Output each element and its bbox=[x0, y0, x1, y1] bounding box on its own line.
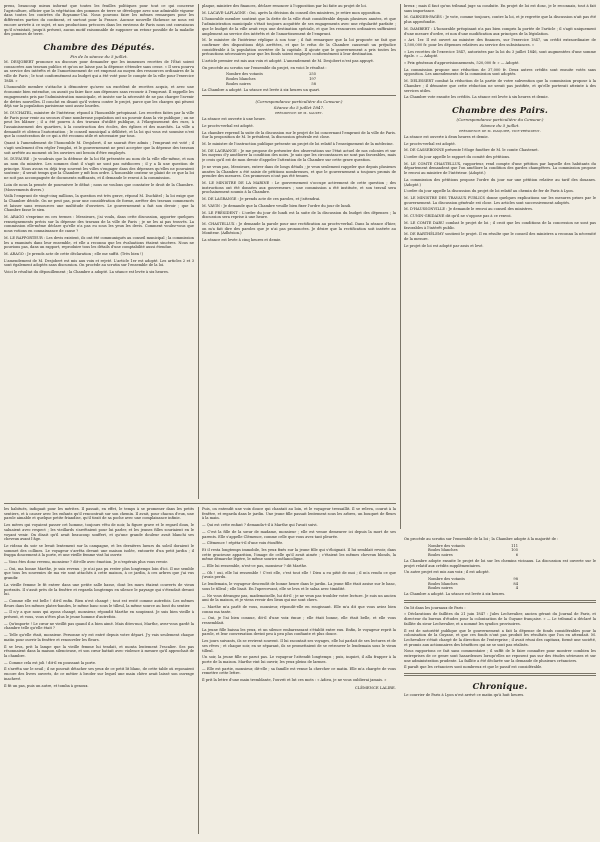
section-title-deputes: Chambre des Députés. bbox=[43, 42, 155, 53]
column-rule bbox=[198, 507, 199, 834]
paragraph: Je ne veux pas, Messieurs, entrer dans de longs détails ; je veux seulement rappeler que depuis plusieurs années la Chambre a été saisie de pétitions nombreuses, et que le gouvernement a toujours promis de prendre des mesures. Ces promesses n'ont pas été tenues. bbox=[202, 164, 396, 179]
paragraph: M. le ministre de l'intérieur réplique à son tour ; il fait remarquer que la loi proposée ne fait que confirmer des dispositions déjà arrêtées, et que le refus de la Chambre causerait un préjudice considérable à la population ouvrière de la capitale. Il ajoute que le gouvernement a pris toutes les précautions nécessaires pour que les fonds soient employés conformément à leur destination. bbox=[202, 38, 396, 57]
paragraph: M. DAMBERT : L'honorable préopinant n'a pas bien compris la portée de l'article ; il s'agit uniquement d'une mesure d'ordre, et non d'une modification aux principes de la législation. bbox=[404, 26, 596, 36]
paragraph: M. LE MINISTRE DES TRAVAUX PUBLICS donne quelques explications sur les mesures prises par le gouvernement. La discussion générale est close. Les articles sont successivement adoptés. bbox=[404, 195, 596, 205]
column-rule bbox=[198, 4, 199, 499]
paragraph: Il se leva, prit la lampe que la vieille femme lui tendait, et monta lentement l'escalier. Ses pas résonnaient dans la maison silencieuse, et son cœur battait avec violence à mesure qu'il approchait de la chambre. bbox=[4, 644, 194, 658]
presidency: présidence de m. sauzet. bbox=[275, 111, 323, 116]
paragraph: Puis, on entendit une voix douce qui chantait au loin, et le voyageur tressaillit. Il se releva, courut à la fenêtre, et regarda dans le jardin. Une jeune fille passait lentement sous les arbres, un bouquet de fleurs à la main. bbox=[202, 507, 396, 521]
vote-result-list bbox=[428, 544, 596, 558]
vote-row: Boules blanches 105 bbox=[428, 548, 518, 553]
paragraph: Le lendemain, le voyageur descendit de bonne heure dans le jardin. La jeune fille était assise sur le banc, sous le tilleul ; elle lisait. En l'apercevant, elle se leva et le salua avec timidité. bbox=[202, 582, 396, 591]
paragraph: Il prit la lettre d'une main tremblante, l'ouvrit et lut ces mots : « Adieu, je ne vous oublierai jamais. » bbox=[202, 678, 387, 683]
paragraph: M. DUFAURE : Je voudrais que la défense de la loi fût présentée au nom de la ville elle-même, et non au nom du ministre. Les sommes dont il s'agit ne sont pas médiocres ; il y a là une question de principe. Nous avons vu déjà trop souvent les villes s'engager dans des dépenses qu'elles ne pouvaient soutenir ; il serait temps que la Chambre y mît bon ordre. L'honorable orateur se plaint de ce que la loi ne soit pas accompagnée de documents suffisants, et il demande le renvoi à la commission. bbox=[4, 157, 194, 181]
paragraph: — Comme cela est joli ! dit-il en poussant la porte. bbox=[4, 660, 97, 665]
paragraph: M. CUNIN-GRIDAINE dit qu'il ne s'oppose pas à ce renvoi. bbox=[404, 214, 512, 219]
vote-row: Boules noires 58 bbox=[226, 81, 316, 86]
paragraph: Le projet de loi est adopté par assis et levé. bbox=[404, 243, 484, 248]
paragraph: La Chambre vote ensuite les crédits. La séance est levée à six heures et demie. bbox=[404, 95, 549, 100]
section-date: Fin de la séance du 5 juillet. bbox=[70, 53, 128, 59]
vote-row: Boules blanches 197 bbox=[226, 77, 316, 82]
paragraph: La jeune fille baissa les yeux, et un silence embarrassant s'établit entre eux. Enfin, le voyageur reprit la parole, et leur conversation devint peu à peu plus confiante et plus douce. bbox=[202, 627, 396, 637]
paragraph: La commission des pétitions propose l'ordre du jour sur une pétition relative au tarif des douanes. (Adopté.) bbox=[404, 177, 596, 187]
paragraph: L'honorable membre soutient que la dette de la ville était considérable depuis plusieurs années, et que l'administration municipale s'était toujours acquittée de ses engagements avec une régularité parfaite ; que le budget de la ville avait reçu une destination spéciale, et que les ressources ordinaires suffiraient amplement au service des intérêts et de l'amortissement de l'emprunt. bbox=[202, 17, 396, 36]
paragraph: L'article premier est mis aux voix et adopté. L'amendement de M. Desjobert n'est pas appuyé. bbox=[202, 59, 374, 64]
paragraph: La séance est ouverte à une heure. bbox=[202, 117, 266, 122]
paragraph: — Oui, ma bonne Marthe, je suis revenu ; je n'ai pas pu rester plus longtemps loin d'ici. Il me semble que tous les souvenirs de ma vie sont attachés à cette maison, à ce jardin, à ces arbres que j'ai vus grandir. bbox=[4, 566, 194, 581]
section-date: Séance du 5 juillet. bbox=[480, 122, 520, 128]
newspaper-page bbox=[4, 4, 596, 834]
paragraph: M. LE PRÉSIDENT : L'ordre du jour de lundi est la suite de la discussion du budget des dépenses ; la discussion sera reprise à une heure. bbox=[202, 210, 396, 220]
paragraph: M. LE COMTE DARU combat le projet de loi ; il croit que les conditions de la concession ne sont pas favorables à l'intérêt public. bbox=[404, 220, 596, 230]
paragraph: M. DE CASSEBONNE présente l'éloge funèbre de M. le comte Chastenet. bbox=[404, 148, 539, 153]
paragraph: — Oui, je l'ai bien connue, dit-il d'une voix émue ; elle était bonne, elle était belle, et elle vous ressemblait. bbox=[202, 616, 396, 626]
paragraph: Un autre projet est mis aux voix ; il est adopté. bbox=[404, 570, 490, 575]
paragraph: M. LE MINISTRE DE LA MARINE : Le gouvernement s'occupe activement de cette question ; des instructions ont été données aux gouverneurs ; une commission a été instituée, et son travail sera prochainement soumis à la Chambre. bbox=[202, 180, 396, 195]
paragraph: M. ARAGO s'exprime en ces termes : Messieurs, j'ai voulu, dans cette discussion, apporter quelques renseignements précis sur la dépense des travaux de la ville de Paris ; je ne les ai pas trouvés. La commission elle-même déclare qu'elle n'a pas eu sous les yeux les devis. Comment voulez-vous que nous votions en connaissance de cause ? bbox=[4, 215, 194, 234]
paragraph: M. DE LAGRANGE : Je me propose de présenter des observations sur l'état actuel de nos colonies et sur les moyens d'y améliorer la condition des noirs. Je sais que les circonstances ne sont pas favorables, mais je crois qu'il est de mon devoir d'appeler l'attention de la Chambre sur cette grave question. bbox=[202, 148, 396, 163]
paragraph: « Déclarations de faillites du 21 juin 1847 : Jules Lechevalier, ancien gérant du Journal de Paris, et directeur du bureau d'études pour la colonisation de la Guyane française. » — Le tribunal a déclaré la faillite du sieur Lechevalier, et a nommé les syndics provisoires. bbox=[404, 612, 596, 626]
paragraph: M. DELESSERT combat la réduction de la partie de votre subvention que la commission propose à la Chambre ; il démontre que cette réduction ne serait pas justifiée, et qu'elle porterait atteinte à des services utiles. bbox=[404, 79, 596, 93]
section-date: Séance du 5 juillet 1847. bbox=[273, 105, 325, 111]
paragraph: Un soir, la jeune fille ne parut pas. Le voyageur l'attendit longtemps ; puis, inquiet, il alla frapper à la porte de la maison. Marthe vint lui ouvrir, les yeux pleins de larmes. bbox=[202, 655, 396, 664]
paragraph: « Prix généraux d'approvisionnements, 520,000 fr. » — Adopté. bbox=[404, 61, 520, 66]
column-3-continued bbox=[404, 537, 596, 834]
paragraph: — Elle lui ressemble, n'est-ce pas, monsieur ? dit Marthe. bbox=[202, 564, 308, 569]
paragraph: La Chambre a adopté. La séance est levée à six heures un quart. bbox=[202, 87, 321, 92]
column-1-bottom bbox=[4, 507, 194, 834]
paragraph: Voici le résultat du dépouillement ; la Chambre a adopté. La séance est levée à six heures. bbox=[4, 270, 170, 275]
paragraph: L'ordre du jour appelle la discussion du projet de loi relatif au chemin de fer de Paris à Lyon. bbox=[404, 189, 574, 194]
paragraph: Le courrier de Paris à Lyon n'est arrivé ce matin qu'à huit heures. bbox=[404, 693, 525, 698]
paragraph: — Oh ! oui, elle lui ressemble ! C'est elle, c'est tout elle ! Dieu a eu pitié de moi ; il m'a rendu ce que j'avais perdu. bbox=[202, 570, 396, 580]
paragraph: La chambre reprend la suite de la discussion sur le projet de loi concernant l'emprunt de la ville de Paris. Sur la proposition de M. le président, la discussion générale est close. bbox=[202, 130, 396, 140]
paragraph: L'amendement de M. Desjobert est mis aux voix et rejeté. L'article 1er est adopté. Les articles 2 et 3 sont également adoptés sans discussion. On procède au scrutin sur l'ensemble de la loi. bbox=[4, 258, 194, 268]
paragraph: La vieille femme le fit entrer dans une petite salle basse, dont les murs étaient couverts de vieux portraits. Il s'assit près de la fenêtre et regarda longtemps en silence le paysage qui s'étendait devant lui. bbox=[4, 582, 194, 597]
paragraph: La Chambre a adopté. La séance est levée à six heures. bbox=[404, 592, 506, 597]
paragraph: M. ARAGO : Je prends acte de cette déclaration ; elle me suffit. (Très bien !) bbox=[4, 251, 143, 256]
paragraph: M. le ministre de l'instruction publique présente un projet de loi relatif à l'enseignement de la médecine. bbox=[202, 142, 394, 147]
paragraph: M. VAVIN : Je demande que la Chambre veuille bien fixer l'ordre du jour de lundi. bbox=[202, 203, 352, 208]
column-rule bbox=[400, 4, 401, 529]
paragraph: La séance est ouverte à deux heures et demie. bbox=[404, 134, 489, 139]
correspondence-note: (Correspondance particulière du Censeur.) bbox=[456, 116, 544, 122]
divider bbox=[404, 673, 596, 676]
paragraph: Il s'arrêta sur le seuil ; il ne pouvait détacher ses yeux de ce petit lit blanc, de cette table où reposaient encore des livres ouverts, de ce métier à broder sur lequel une main chère avait laissé son ouvrage inachevé. bbox=[4, 667, 194, 681]
paragraph: Les mères qui voyaient passer cet homme, toujours vêtu de noir, la figure grave et le regard doux, le saluaient avec respect ; les vieillards s'arrêtaient pour lui parler, et les jeunes filles souriaient en le voyant venir. On disait qu'il avait beaucoup souffert, et qu'une grande douleur avait blanchi ses cheveux avant l'âge. bbox=[4, 523, 194, 542]
paragraph: — Elle est partie, monsieur, dit-elle ; sa famille est venue la chercher ce matin. Elle m'a chargée de vous remettre cette lettre. bbox=[202, 666, 396, 676]
paragraph: Le rideau du soir se levait lentement sur la campagne, et les dernières lueurs du soleil doraient le sommet des collines. Le voyageur s'arrêta devant une maison isolée, entourée d'un petit jardin ; il frappa doucement à la porte, et une vieille femme vint lui ouvrir. bbox=[4, 543, 194, 558]
paragraph: — Qui est cette enfant ? demanda-t-il à Marthe qui l'avait suivi. bbox=[202, 523, 318, 528]
paragraph: M. DESJOBERT prononce un discours pour demander que les immenses recettes de l'État soient consacrées aux travaux publics et qu'on ne laisse pas la dépense s'étendre sans cesse. « Il sera pourvu au service des intérêts et de l'amortissement de cet emprunt au moyen des ressources ordinaires de la ville de Paris ; le tout conformément au budget qui a été voté pour le compte de la ville pour l'exercice 1848. » bbox=[4, 59, 194, 83]
paragraph: — Il n'y a que nous qui ayons changé, monsieur, répondit Marthe en soupirant. Je suis bien vieille à présent, et vous, vous n'êtes plus le jeune homme d'autrefois. bbox=[4, 610, 194, 620]
column-3 bbox=[404, 4, 596, 529]
section-title-pairs: Chambre des Pairs. bbox=[451, 105, 549, 116]
vote-row: Boules noires 6 bbox=[428, 553, 518, 558]
vote-result-list bbox=[226, 72, 396, 86]
vote-row: Nombre des votants 98 bbox=[428, 576, 518, 581]
paragraph: Le procès-verbal est adopté. bbox=[404, 141, 456, 146]
paragraph: M. LACAVE-LAPLAGNE : Oui, après la décision du conseil des ministres, je retire mon opposition. bbox=[202, 10, 382, 15]
paragraph: « Art. 1er. Il est ouvert au ministre des finances, sur l'exercice 1847, un crédit extraordinaire de 1,500,000 fr. pour les dépenses relatives au service des subsistances. » bbox=[404, 38, 596, 47]
paragraph: Le procès-verbal est adopté. bbox=[202, 123, 254, 128]
paragraph: — Marthe m'a parlé de vous, monsieur, répondit-elle en rougissant. Elle m'a dit que vous aviez bien connu ma tante. bbox=[202, 604, 396, 614]
paragraph: Voilà l'emprunt de vingt-cinq millions, la question est très grave, répond M. Duchâtel ; la loi exige que la Chambre décide. On ne peut pas, pour une considération de forme, arrêter des travaux commencés et laisser sans ressources une multitude d'ouvriers. Le gouvernement a fait son devoir ; que la Chambre fasse le sien. bbox=[4, 194, 194, 213]
correspondence-note: (Correspondance particulière du Censeur.) bbox=[255, 99, 343, 105]
paragraph: On lit dans les journaux de Paris : bbox=[404, 605, 466, 610]
paragraph: La séance est levée à cinq heures et demie. bbox=[202, 238, 282, 243]
paragraph: Quant à l'amendement de l'honorable M. Desjobert, il ne saurait être admis ; l'emprunt est voté ; il s'agit seulement d'en régler l'emploi, et le gouvernement ne peut accepter que la dépense des travaux soit arrêtée au moment où les ouvriers ont besoin d'être employés. bbox=[4, 141, 194, 155]
column-2 bbox=[202, 4, 396, 499]
paragraph: M. CHASTELLUX : Je demande la parole pour une rectification au procès-verbal. Dans la séance d'hier, on m'a fait dire des paroles que je n'ai pas prononcées. Je désire que la rectification soit insérée au Moniteur. (Adhésion.) bbox=[202, 221, 396, 236]
horizontal-rule bbox=[4, 503, 396, 504]
paragraph: Les jours suivants, ils se revirent souvent. Il lui racontait ses voyages, elle lui parlait de ses lectures et de ses rêves ; et chaque soir, en se séparant, ils se promettaient de se retrouver le lendemain sous le vieux tilleul. bbox=[202, 639, 396, 653]
column-2-bottom bbox=[202, 507, 396, 834]
vote-row: Nombre des votants 255 bbox=[226, 72, 316, 77]
paragraph: Il paraît que les créanciers sont nombreux et que le passif est considérable. bbox=[404, 665, 543, 670]
paragraph: — Telle qu'elle était, monsieur. Personne n'y est entré depuis votre départ. J'y vais seulement chaque matin pour ouvrir la fenêtre et renouveler les fleurs. bbox=[4, 633, 194, 642]
paragraph: M. LE RAPPORTEUR : Les devis existent, ils ont été communiqués au conseil municipal ; la commission les a examinés dans leur ensemble, et elle a reconnu que les évaluations étaient sincères. Nous ne pouvions pas, dans un rapport, reproduire tous les détails d'une comptabilité aussi étendue. bbox=[4, 235, 194, 250]
divider bbox=[404, 600, 596, 603]
paragraph: La commission propose une réduction de 37,000 fr. Deux autres crédits sont ensuite votés sans opposition. Les amendements de la commission sont adoptés. bbox=[404, 67, 596, 77]
author-signature: CLÉMENCE LALIRE. bbox=[354, 684, 396, 690]
section-title-chronique: Chronique. bbox=[472, 682, 528, 693]
paragraph: M. DE LAGRANGE : Je prends acte de ces paroles, et j'attendrai. bbox=[202, 197, 321, 202]
paragraph: M. D'HAUSSONVILLE : Je demande le renvoi au conseil des ministres. bbox=[404, 207, 534, 212]
paragraph: Loin de nous la pensée de poursuivre le débat ; nous ne voulons que constater le droit de la Chambre. (Mouvements divers.) bbox=[4, 182, 194, 192]
vote-result-list bbox=[428, 577, 596, 591]
paragraph: « Les recettes de l'exercice 1847, autorisées par la loi du 3 juillet 1846, sont augmentées d'une somme égale. » — Adopté. bbox=[404, 49, 596, 59]
paragraph: breux ; mais il faut qu'un tribunal juge sa conduite. En projet de loi est donc, je le reconnais, tout à fait sans importance. bbox=[404, 4, 596, 13]
column-1 bbox=[4, 4, 194, 499]
paragraph: M. DE BARTHÉLEMY soutient le projet. Il en résulte que le conseil des ministres a reconnu la nécessité de la mesure. bbox=[404, 232, 596, 241]
divider bbox=[202, 95, 396, 96]
paragraph: Nous rapportons ce fait sans commentaire ; il suffit de le faire connaître pour montrer combien les entreprises de ce genre sont hasardeuses lorsqu'elles ne reposent pas sur des études sérieuses et sur une administration prudente. La faillite a été déclarée sur la demande de plusieurs créanciers. bbox=[404, 649, 596, 663]
paragraph: — Clémence ! répéta-t-il d'une voix étouffée. bbox=[202, 541, 284, 546]
paragraph: M. GARNIER-PAGÈS : Je vote, comme toujours, contre la loi, et je regrette que la discussion n'ait pas été plus approfondie. bbox=[404, 15, 596, 25]
paragraph: On procède au scrutin sur l'ensemble du projet, en voici le résultat : bbox=[202, 65, 327, 70]
paragraph: M. LE COMTE CHASTELLUX, rapporteur, rend compte d'une pétition par laquelle des habitants du département demandent que l'on améliore la condition des gardes champêtres. La commission propose le renvoi au ministre de l'intérieur. (Adopté.) bbox=[404, 161, 596, 176]
paragraph: prens, beaucoup mieux informé que toutes les feuilles politiques pour tout ce qui concerne l'agriculture, officier que la végétation des pommes de terre se développe avec une admirable vigueur dans toutes les contrées du Royaume-Uni. Nous pouvons faire les mêmes remarques pour les différentes parties du continent, et surtout pour la France. Aucune nouvelle fâcheuse ne nous est encore arrivée à ce sujet, et nos productions précoces dans les environs de Paris nous ont convaincus qu'il n'existait, jusqu'à présent, aucun motif raisonnable de supposer un retour possible de la maladie des pommes de terre. bbox=[4, 4, 194, 37]
paragraph: M. DUCHATEL, ministre de l'intérieur, répond à l'honorable préopinant. Les recettes faites par la ville de Paris pour venir au secours d'une nombreuse population ont un pouvoir dans la vie publique ; on ne peut les blâmer ; il a été pourvu à des travaux d'utilité publique, à l'élargissement des rues, à l'assainissement des quartiers, à la construction des écoles, des églises et des marchés. La ville a demandé et obtenu l'autorisation ; le conseil municipal a délibéré, et la loi qui vous est soumise n'est que la consécration de ce qui a été reconnu utile et nécessaire par tous. bbox=[4, 110, 194, 139]
paragraph: — Qu'importe ! Le cœur ne vieillit pas quand il a bien aimé. Mais dites-moi, Marthe, avez-vous gardé la chambre telle qu'elle était ? bbox=[4, 621, 194, 631]
vote-row: Nombre des votants 111 bbox=[428, 543, 518, 548]
vote-row: Boules blanches 84 bbox=[428, 581, 518, 586]
paragraph: — Ne vous dérangez pas, mademoiselle, lui dit-il ; je ne veux pas troubler votre lecture. Je suis un ancien ami de la maison, et je viens revoir des lieux qui me sont chers. bbox=[202, 593, 396, 603]
paragraph: les habitués, indiquait pour les mérites. Il passait, en effet, le temps à se promener dans les petits sentiers, et à causer avec les enfants qu'il rencontrait sur son chemin. Il avait, pour chacun d'eux, une parole aimable et quelque petite friandise, qu'il tirait de sa poche avec une complaisance infinie. bbox=[4, 507, 194, 521]
paragraph: L'ordre du jour appelle le rapport du comité des pétitions. bbox=[404, 155, 511, 160]
paragraph: Il est de notoriété publique que le gouvernement a fait la dépense de fonds considérables pour la colonisation de la Guyane, et que ces fonds n'ont pas produit les résultats que l'on en attendait. M. Lechevalier s'était chargé de la direction de l'entreprise ; il avait réuni des capitaux, formé une société, et promis aux actionnaires des bénéfices qui ne se sont pas réalisés. bbox=[404, 628, 596, 647]
paragraph: On procède au scrutin sur l'ensemble de la loi ; la Chambre adopte à la majorité de : bbox=[404, 537, 559, 541]
paragraph: — C'est la fille de la sœur de madame, monsieur ; elle est venue demeurer ici depuis la mort de ses parents. Elle s'appelle Clémence, comme celle que vous avez tant pleurée. bbox=[202, 529, 396, 539]
paragraph: — Vous êtes donc revenu, monsieur ? dit-elle avec émotion. Je n'espérais plus vous revoir. bbox=[4, 560, 168, 565]
paragraph: — Comme elle est belle ! dit-il enfin. Rien n'est changé ; tout est resté comme autrefois. Les mêmes fleurs dans les mêmes plates-bandes, le même banc sous le tilleul, la même source au bout du sentier. bbox=[4, 598, 194, 608]
vote-row: Boules noires 4 bbox=[428, 586, 518, 591]
paragraph: Il fit un pas, puis un autre, et tomba à genoux. bbox=[4, 683, 89, 688]
paragraph: Et il resta longtemps immobile, les yeux fixés sur la jeune fille qui s'éloignait. Il lui semblait revoir, dans cette gracieuse apparition, l'image de celle qu'il avait aimée ; c'étaient les mêmes cheveux blonds, la même démarche légère, le même sourire mélancolique. bbox=[202, 547, 396, 562]
paragraph: plaque, ministre des finances, déclare renoncer à l'opposition par lui faite au projet de loi. bbox=[202, 4, 367, 8]
paragraph: La Chambre adopte ensuite le projet de loi sur les chemins vicinaux. La discussion est ouverte sur le projet relatif aux crédits supplémentaires. bbox=[404, 558, 596, 568]
presidency: présidence de m. pasquier, vice-président. bbox=[459, 128, 541, 133]
paragraph: L'honorable membre s'attache à démontrer qu'avec un excédent de recettes acquis, et avec une économie bien entendue, on aurait pu faire face aux dépenses sans recourir à l'emprunt. Il rappelle les engagements pris par l'administration municipale, et insiste sur la nécessité de ne pas charger l'avenir de dettes nouvelles. Il conclut en disant qu'il votera contre le projet, parce que les charges qui pèsent déjà sur la population parisienne sont assez lourdes. bbox=[4, 85, 194, 109]
